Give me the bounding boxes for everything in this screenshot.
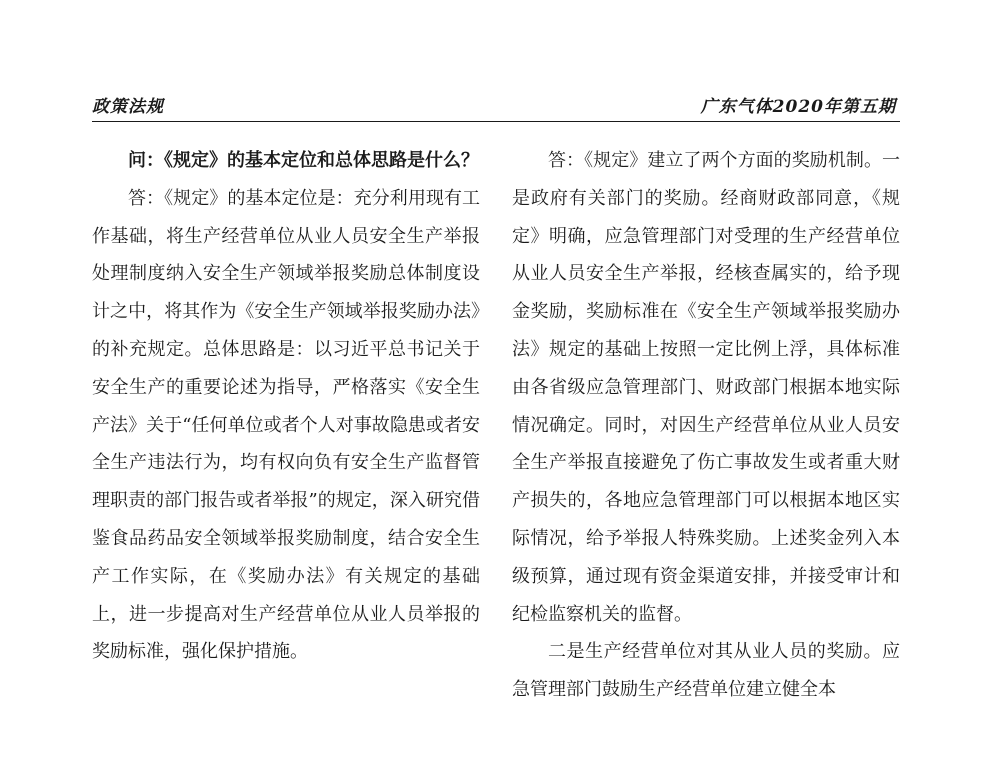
header-divider — [92, 121, 900, 122]
question-heading: 问：《规定》的基本定位和总体思路是什么？ — [128, 150, 479, 171]
employer-reward-paragraph: 二是生产经营单位对其从业人员的奖励。应急管理部门鼓励生产经营单位建立健全本 — [512, 641, 900, 701]
page-header — [92, 88, 900, 122]
section-title: 政策法规 — [92, 97, 164, 117]
journal-issue: 广东气体2020年第五期 — [700, 97, 896, 117]
left-column — [92, 142, 480, 671]
right-column — [512, 142, 900, 709]
answer-paragraph: 答：《规定》的基本定位是：充分利用现有工作基础，将生产经营单位从业人员安全生产举报处理制度纳入安全生产领域举报奖励总体制度设计之中，将其作为《安全生产领域举报奖励办法》的补充规定。总体思路是：以习近平总书记关于安全生产的重要论述为指导，严格落实《安全生产法》关于“任何单位或者个人对事故隐患或者安全生产违法行为，均有权向负有安全生产监督管理职责的部门报告或者举报”的规定，深入研究借鉴食品药品安全领域举报奖励制度，结合安全生产工作实际，在《奖励办法》有关规定的基础上，进一步提高对生产经营单位从业人员举报的奖励标准，强化保护措施。 — [92, 187, 480, 663]
reward-mechanism-paragraph: 答：《规定》建立了两个方面的奖励机制。一是政府有关部门的奖励。经商财政部同意，《规定》明确，应急管理部门对受理的生产经营单位从业人员安全生产举报，经核查属实的，给予现金奖励，奖励标准在《安全生产领域举报奖励办法》规定的基础上按照一定比例上浮，具体标准由各省级应急管理部门、财政部门根据本地实际情况确定。同时，对因生产经营单位从业人员安全生产举报直接避免了伤亡事故发生或者重大财产损失的，各地应急管理部门可以根据本地区实际情况，给予举报人特殊奖励。上述奖金列入本级预算，通过现有资金渠道安排，并接受审计和纪检监察机关的监督。 — [512, 150, 900, 625]
